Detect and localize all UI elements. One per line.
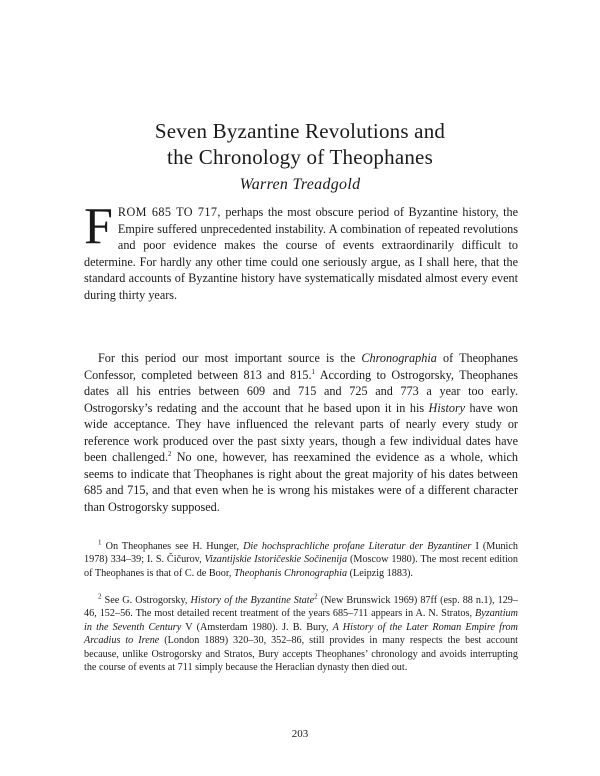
paragraph-2-text-c: According to Ostrogorsky, Theophanes dates all his entries between 609 and 715 and 725 and 773 a year too early. Ostrogorsky’s redating and the account that he based upon it in his (84, 367, 518, 415)
footnote-2-text-b: (New Brunswick 1969) 87ff (esp. 88 n.1), 129–46, 152–56. The most detailed recent treatment of the years 685–711 appears in A. N. Stratos, (84, 595, 518, 620)
footnote-1-text-a: On Theophanes see H. Hunger, (101, 541, 244, 552)
paragraph-2-text-d: have won wide acceptance. They have influenced the relevant parts of nearly every study or reference work produced over the past sixty years, though a few individual dates have been challenged. (84, 400, 518, 464)
footnote-2-title-b: Byzantium in the Seventh Century (84, 608, 518, 633)
footnote-2-number: 2 (98, 592, 102, 601)
author-name: Warren Treadgold (239, 176, 361, 193)
paragraph-1-text: perhaps the most obscure period of Byzantine history, the Empire suffered unprecedented instability. A combination of repeated revolutions and poor evidence makes the course of events extraordinarily difficult to determine. For hardly any other time could one seriously argue, as I shall here, that the standard accounts of Byzantine history have systematically misdated almost every event during thirty years. (84, 205, 519, 302)
footnote-1-text-c: (Moscow 1980). The most recent edition of Theophanes is that of C. de Boor, (84, 554, 518, 579)
footnote-1-text-b: I (Munich 1978) 334–39; I. S. Čičurov, (84, 541, 518, 566)
paragraph-2 (84, 350, 518, 515)
footnote-2-text-c: V (Amsterdam 1980). J. B. Bury, (181, 621, 333, 633)
article-title-line2: the Chronology of Theophanes (167, 145, 433, 169)
footnote-1-text-d: (Leipzig 1883). (347, 567, 413, 579)
drop-cap: F (84, 198, 113, 255)
footnote-1-title-c: Theophanis Chronographia (233, 567, 348, 579)
footnote-1-title-b: Vizantijskie Istoričeskie Sočinenija (204, 554, 348, 566)
article-title-line1: Seven Byzantine Revolutions and (154, 119, 446, 143)
footnote-2 (84, 594, 518, 674)
work-title-history: History (428, 400, 466, 415)
footnote-ref-2: 2 (168, 449, 172, 458)
paragraph-2-text-e: No one, however, has reexamined the evidence as a whole, which seems to indicate that Theophanes is right about the great majority of his dates between 685 and 715, and that even when he is wrong his mistakes were of a different character than Ostrogorsky supposed. (84, 450, 518, 514)
footnote-2-text-d: (London 1889) 320–30, 352–86, still provides in many respects the best account because, unlike Ostrogorsky and Stratos, Bury accepts Theophanes’ chronology and avoids interrupting the course of events at 711 simply because the Heraclian dynasty then died out. (84, 635, 519, 674)
footnote-ref-1: 1 (311, 367, 315, 376)
footnote-2-title-a: History of the Byzantine State (190, 595, 315, 606)
paragraph-2-text-a: For this period our most important source is the (98, 351, 362, 365)
footnote-2-title-c: A History of the Later Roman Empire from Arcadius to Irene (84, 621, 518, 647)
work-title-chronographia: Chronographia (361, 351, 437, 365)
lead-in: ROM 685 TO 717, (117, 205, 221, 219)
footnote-1 (84, 540, 518, 580)
page-number: 203 (291, 728, 309, 740)
paragraph-1 (84, 198, 519, 303)
paragraph-2-text-b: of Theophanes Confessor, completed between 813 and 815. (84, 351, 518, 382)
footnote-2-text-a: See G. Ostrogorsky, (101, 595, 191, 606)
footnote-1-number: 1 (98, 538, 102, 547)
footnote-1-title-a: Die hochsprachliche profane Literatur der Byzantiner (243, 541, 472, 552)
edition-superscript: 2 (314, 592, 318, 601)
